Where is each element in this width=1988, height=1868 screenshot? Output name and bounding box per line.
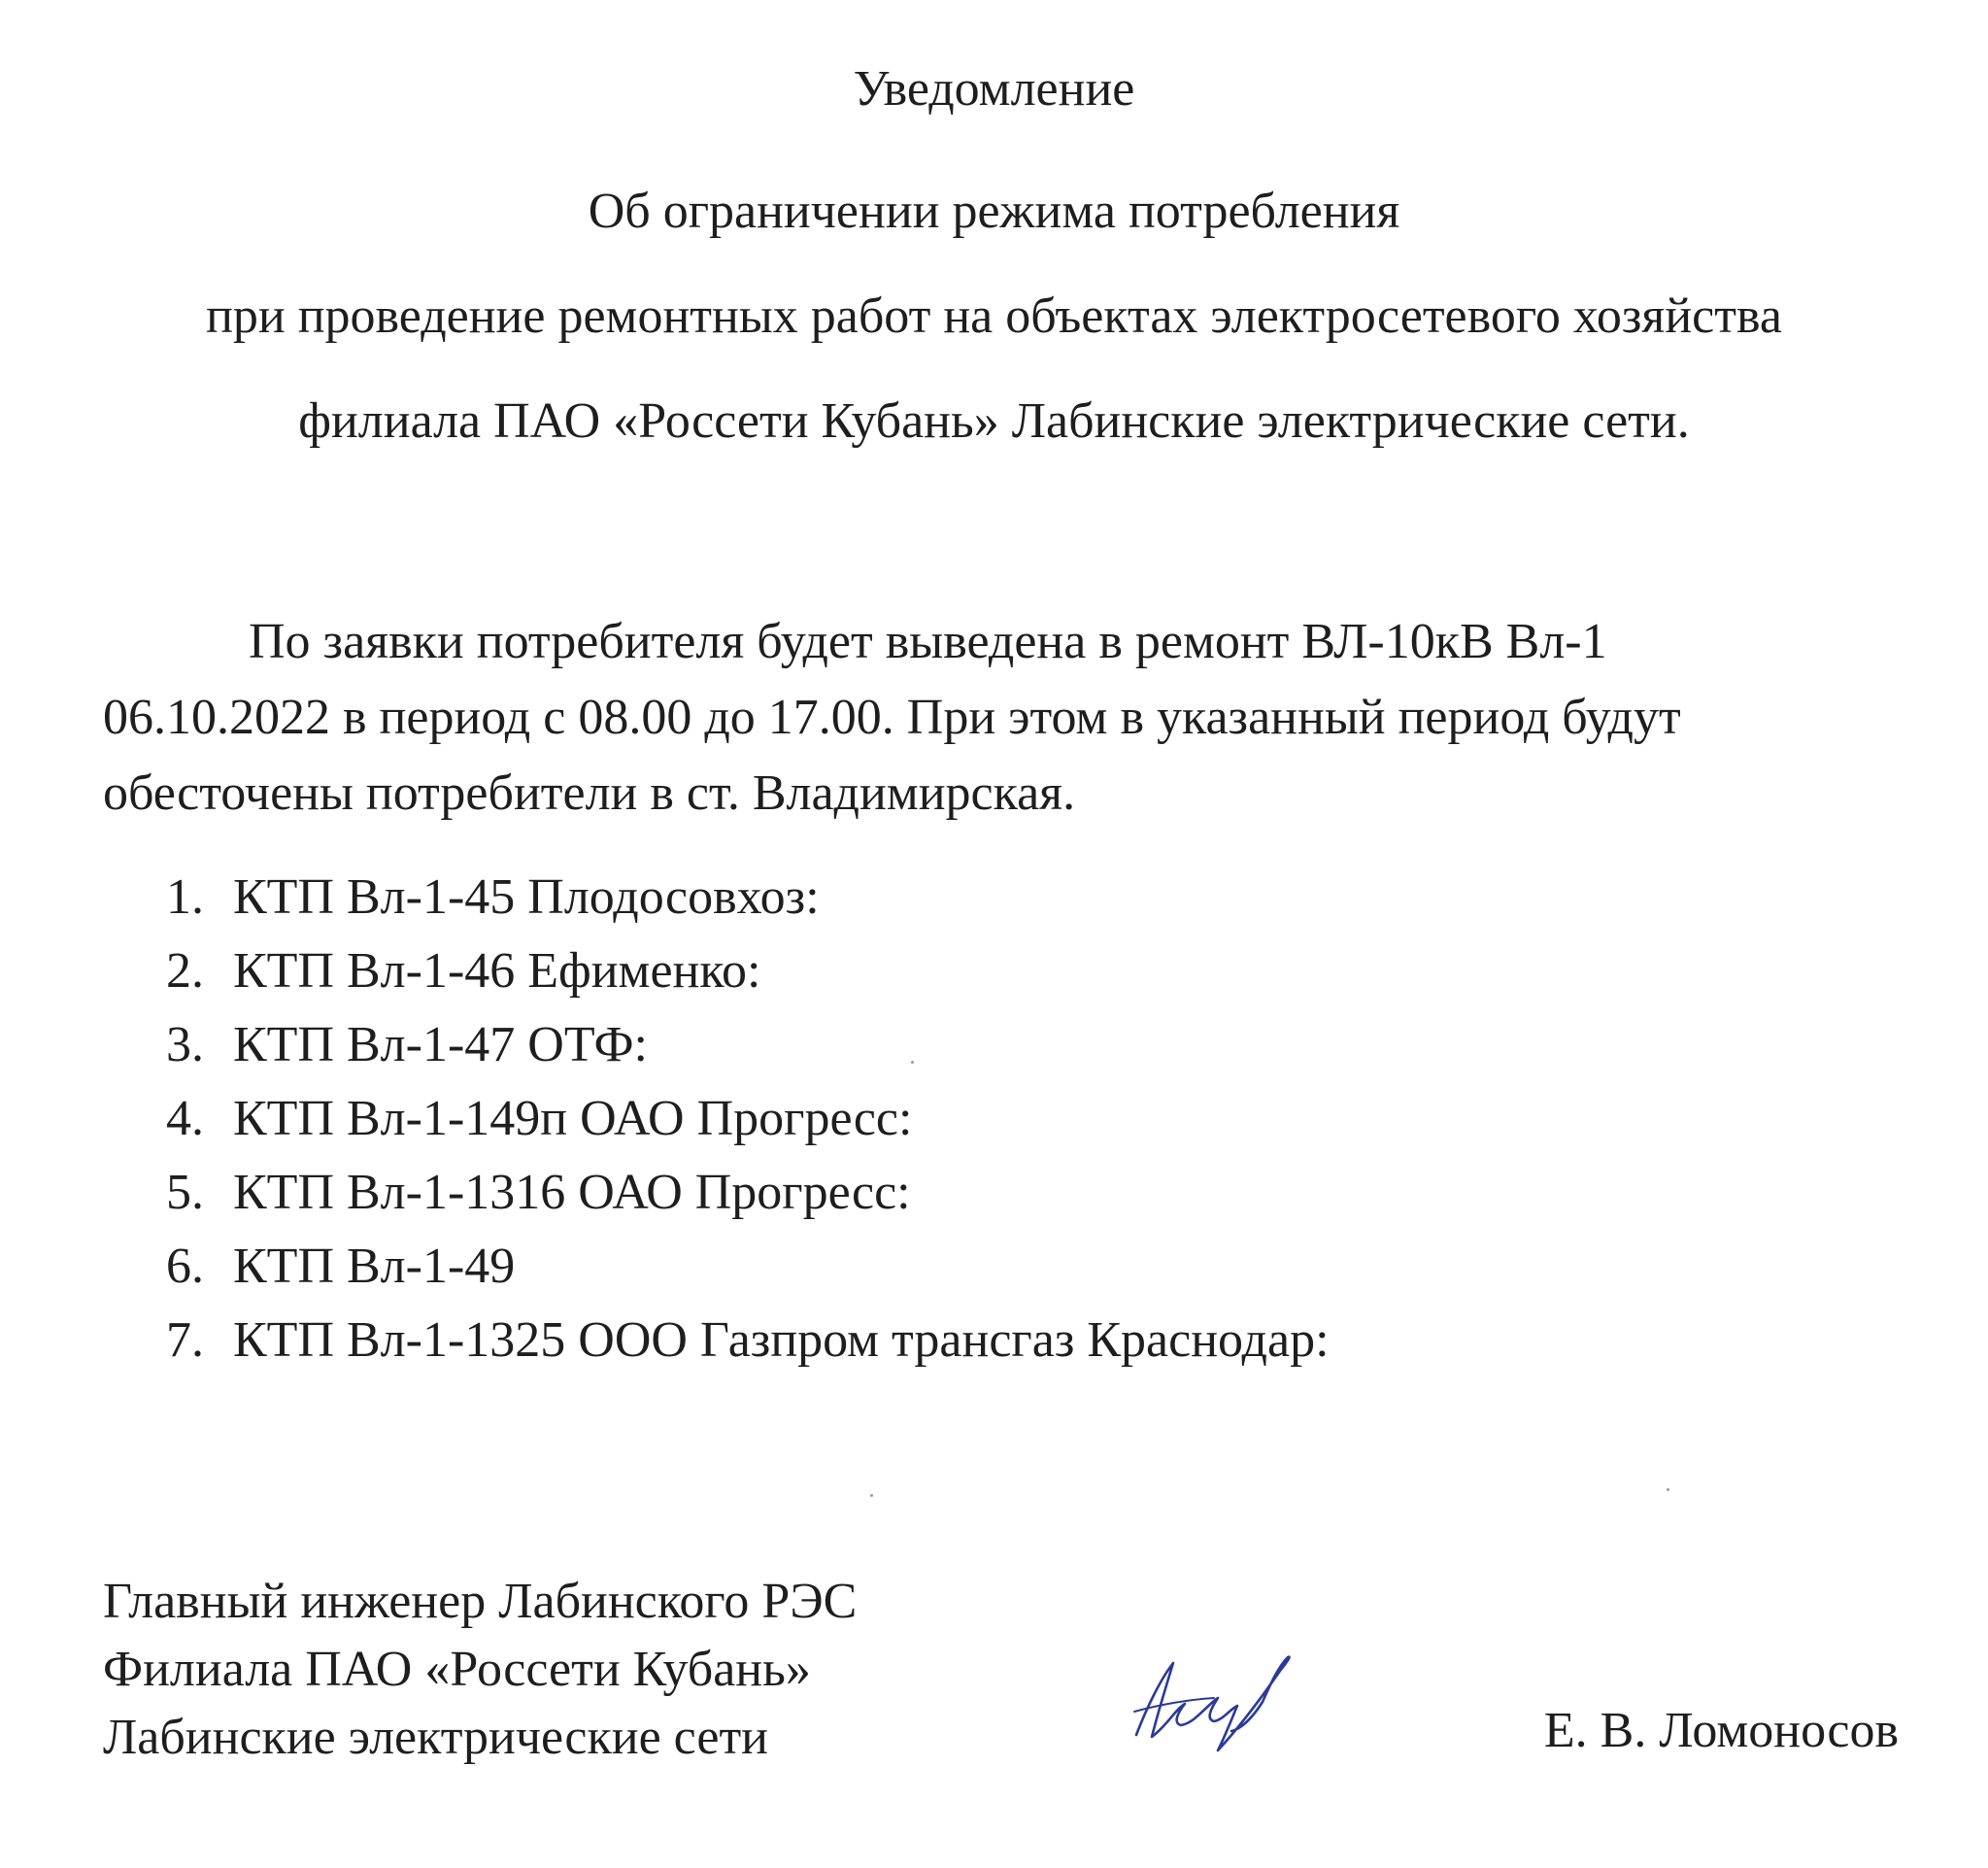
paragraph-line-3: обесточены потребители в ст. Владимирская. (103, 765, 1076, 821)
list-item (0, 1016, 1988, 1090)
list-item-number: 6. (166, 1239, 204, 1294)
position-line-2: Филиала ПАО «Россети Кубань» (103, 1642, 811, 1697)
scan-speck (911, 1061, 914, 1064)
list-item-number: 4. (166, 1091, 204, 1146)
list-item-text: КТП Вл-1-1325 ООО Газпром трансгаз Краснодар: (233, 1312, 1330, 1368)
list-item (0, 1090, 1988, 1164)
list-item (0, 1311, 1988, 1385)
subject-line-1: Об ограничении режима потребления (588, 184, 1400, 239)
notice-paragraph (103, 604, 1929, 837)
signatory-position (103, 1568, 857, 1772)
signer-name: Е. В. Ломоносов (1543, 1703, 1899, 1758)
list-item (0, 868, 1988, 942)
subject-line-3: филиала ПАО «Россети Кубань» Лабинские электрические сети. (298, 393, 1690, 449)
list-item-number: 1. (166, 869, 204, 925)
list-item-number: 2. (166, 943, 204, 999)
position-line-3: Лабинские электрические сети (103, 1710, 769, 1765)
list-item-text: КТП Вл-1-149п ОАО Прогресс: (233, 1091, 913, 1146)
list-item-number: 3. (166, 1017, 204, 1072)
list-item-text: КТП Вл-1-47 ОТФ: (233, 1017, 648, 1072)
handwritten-signature (1117, 1642, 1311, 1768)
paragraph-line-2: 06.10.2022 в период с 08.00 до 17.00. При этом в указанный период будут (103, 690, 1681, 745)
list-item-number: 7. (166, 1312, 204, 1368)
list-item-text: КТП Вл-1-1316 ОАО Прогресс: (233, 1165, 911, 1220)
list-item-number: 5. (166, 1165, 204, 1220)
subject-line-2: при проведение ремонтных работ на объектах электросетевого хозяйства (206, 289, 1782, 344)
position-line-1: Главный инженер Лабинского РЭС (103, 1574, 858, 1629)
document-title: Уведомление (853, 61, 1135, 117)
paragraph-line-1: По заявки потребителя будет выведена в ремонт ВЛ-10кВ Вл-1 (249, 614, 1607, 669)
list-item (0, 942, 1988, 1016)
list-item-text: КТП Вл-1-45 Плодосовхоз: (233, 869, 820, 925)
list-item (0, 1238, 1988, 1311)
scan-speck (870, 1494, 873, 1497)
list-item (0, 1164, 1988, 1238)
list-item-text: КТП Вл-1-49 (233, 1239, 516, 1294)
list-item-text: КТП Вл-1-46 Ефименко: (233, 943, 761, 999)
scan-speck (1667, 1488, 1669, 1491)
